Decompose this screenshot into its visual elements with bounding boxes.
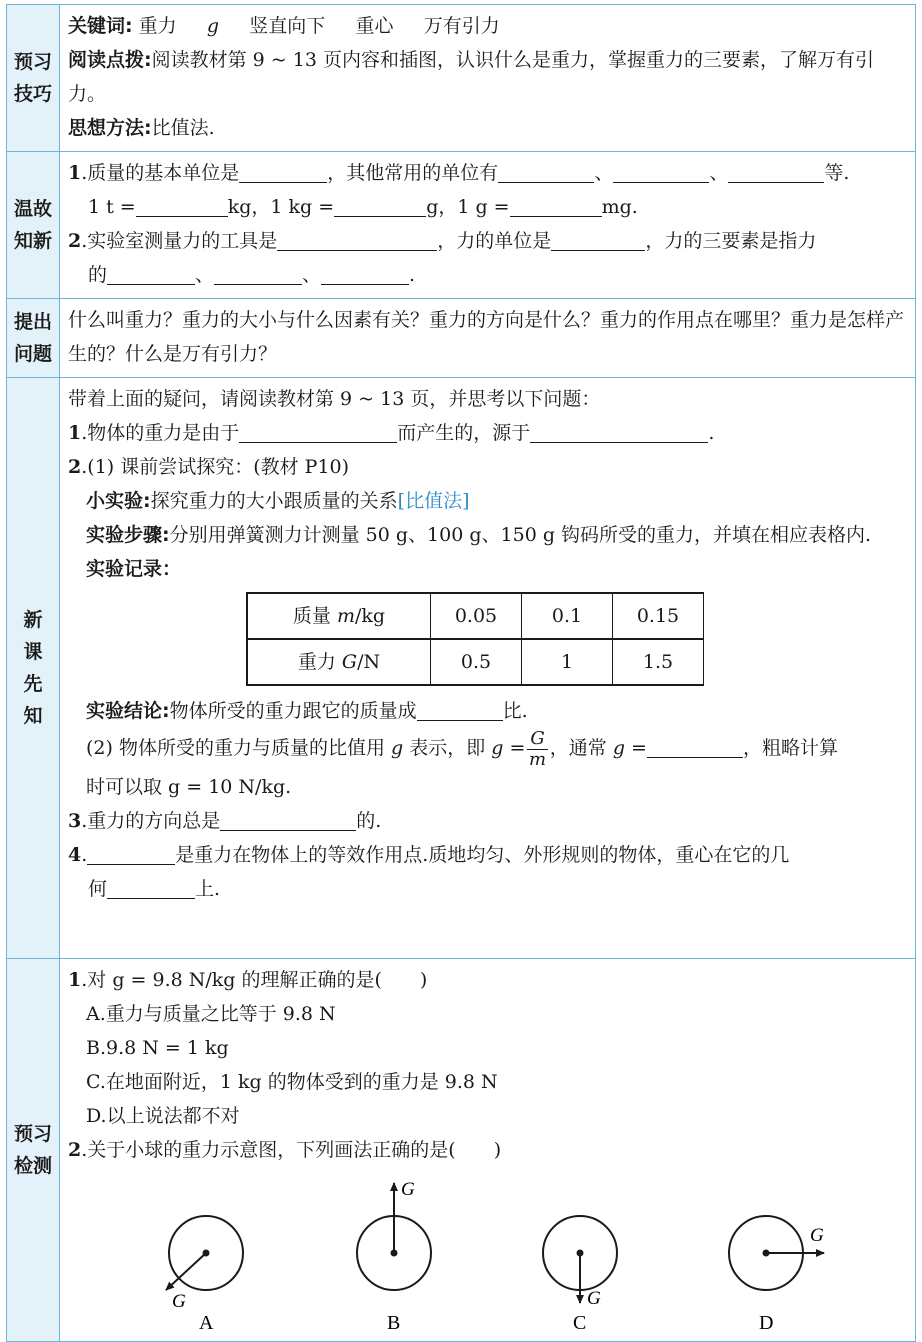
- section-label: [7, 152, 60, 299]
- lesson-q2-head: (1) 课前尝试探究：(教材 P10): [87, 456, 350, 478]
- label-b: B: [387, 1312, 401, 1334]
- side-label-text: 提出问题: [13, 311, 52, 365]
- reading-label: 阅读点拨: [68, 49, 145, 71]
- method-text: 比值法.: [151, 117, 215, 139]
- answer-blank[interactable]: [551, 228, 645, 251]
- ratio-eq: g =: [491, 737, 526, 759]
- ratio-eq: g =: [612, 737, 647, 759]
- option-b[interactable]: B.9.8 N = 1 kg: [86, 1037, 229, 1059]
- side-label-text: 新课先知: [23, 609, 43, 727]
- answer-blank[interactable]: [220, 808, 356, 831]
- steps-label: 实验步骤: [86, 524, 163, 546]
- section-new-lesson: [7, 378, 916, 959]
- conclusion-text: 物体所受的重力跟它的质量成: [169, 700, 417, 722]
- review-q2: 实验室测量力的工具是: [87, 230, 278, 252]
- section-review: [7, 152, 916, 299]
- section-check: [7, 959, 916, 1342]
- review-q1-text: 等.: [824, 162, 850, 184]
- header-unit: /N: [357, 651, 381, 673]
- answer-blank[interactable]: [239, 160, 327, 183]
- lesson-q4-text: 何: [88, 877, 108, 900]
- lesson-q4: 是重力在物体上的等效作用点.质地均匀、外形规则的物体，重心在它的几: [175, 843, 790, 866]
- keyword: g: [206, 15, 220, 37]
- answer-blank[interactable]: [647, 735, 743, 758]
- header-text: 质量: [292, 605, 337, 627]
- side-label-text: 预习技巧: [13, 51, 52, 105]
- method-tag: [比值法]: [397, 490, 470, 512]
- label-c: C: [573, 1312, 587, 1334]
- keyword: 重力: [138, 15, 177, 37]
- section-body: [60, 299, 916, 378]
- option-a[interactable]: A.重力与质量之比等于 9.8 N: [86, 1003, 336, 1025]
- table-cell: 0.15: [613, 593, 704, 639]
- unit-conversion: 1 t =: [88, 196, 136, 218]
- table-cell: 1: [522, 639, 613, 685]
- ratio-text: ，粗略计算: [742, 737, 838, 759]
- header-text: 重力: [297, 651, 342, 673]
- label-a: A: [199, 1312, 214, 1334]
- section-preview-tips: [7, 5, 916, 152]
- section-question: [7, 299, 916, 378]
- review-q1-text: ，其他常用的单位有: [327, 162, 499, 184]
- section-body: 带着上面的疑问，请阅读教材第 9 ~ 13 页，并思考以下问题： 1.物体的重力是由于 而产生的，源于 . 2.(1) 课前尝试探究：(教材 P10) 小实验:探究重力的大小跟质量的关系[比值法] 实验步骤:分别用弹簧测力计测量 50 g、100 g、150 g 钩码所受的重力，并填在相应表格内. 实验记录： 质量 m/kg 0.05 0.1 0.15 重力 G/N 0.5 1 1.5 实验结论:物体所受的重力跟它的质量成 比. (2) 物体所受的重力与质量的比值用 g 表示，即 g = $\frac{G}{m}$ ，通常 g = ，粗略计算 时可以取 g = 10 N/kg. 3.重力的方向总是 的. 4. 是重力在物体上的等效作用点.质地均匀、外形规则的物体，重心在它的几 何 上.: [60, 378, 916, 959]
- section-body: 1.对 g = 9.8 N/kg 的理解正确的是( ) A.重力与质量之比等于 9.8 N B.9.8 N = 1 kg C.在地面附近，1 kg 的物体受到的重力是 9.8 N D.以上说法都不对 2.关于小球的重力示意图，下列画法正确的是( ) G A G B G C G D: [60, 959, 916, 1342]
- check-q2: 关于小球的重力示意图，下列画法正确的是( ): [87, 1139, 502, 1161]
- record-table: [246, 592, 704, 686]
- preview-table: [6, 4, 916, 1342]
- answer-blank[interactable]: [87, 842, 175, 865]
- method-tag-text: 比值法: [405, 490, 463, 512]
- method-label: 思想方法: [68, 117, 145, 139]
- answer-blank[interactable]: [136, 194, 228, 217]
- table-header-mass: [247, 593, 431, 639]
- section-label: [7, 959, 60, 1342]
- force-label-a: G: [172, 1291, 186, 1312]
- experiment-label: 小实验: [86, 490, 144, 512]
- side-label-text: 预习检测: [13, 1123, 52, 1177]
- unit-conversion: g，1 g =: [426, 196, 510, 218]
- header-unit: /kg: [355, 605, 386, 627]
- answer-blank[interactable]: [214, 262, 302, 285]
- lesson-q3-text: 的.: [356, 809, 382, 832]
- diagram-d[interactable]: [729, 1216, 824, 1334]
- label-d: D: [759, 1312, 774, 1334]
- section-label: [7, 299, 60, 378]
- diagram-b[interactable]: [357, 1179, 431, 1334]
- keyword: 万有引力: [423, 15, 500, 37]
- answer-blank[interactable]: [107, 876, 195, 899]
- table-cell: 1.5: [613, 639, 704, 685]
- experiment-text: 探究重力的大小跟质量的关系: [150, 490, 398, 512]
- unit-conversion: mg.: [601, 196, 638, 218]
- reading-text: 阅读教材第 9 ~ 13 页内容和插图，认识什么是重力，掌握重力的三要素，了解万有引力。: [68, 49, 874, 105]
- force-label-d: G: [810, 1225, 824, 1246]
- review-q2-text: ，力的单位是: [437, 230, 552, 252]
- header-var: m: [336, 605, 355, 627]
- answer-blank[interactable]: [728, 160, 824, 183]
- answer-blank[interactable]: [530, 420, 708, 443]
- diagram-c[interactable]: [543, 1216, 617, 1334]
- unit-conversion: kg，1 kg =: [227, 196, 335, 218]
- answer-blank[interactable]: [334, 194, 426, 217]
- ratio-fraction: [527, 729, 547, 770]
- section-body: 1.质量的基本单位是 ，其他常用的单位有 、 、 等. 1 t = kg，1 kg = g，1 g = mg. 2.实验室测量力的工具是 ，力的单位是 ，力的三要素是指力 的 、 、 .: [60, 152, 916, 299]
- table-row: [247, 639, 704, 685]
- option-d[interactable]: D.以上说法都不对: [86, 1105, 240, 1127]
- steps-text: 分别用弹簧测力计测量 50 g、100 g、150 g 钩码所受的重力，并填在相应表格内.: [169, 524, 872, 546]
- keyword: 重心: [355, 15, 394, 37]
- ratio-approx: 时可以取 g = 10 N/kg.: [86, 775, 292, 798]
- option-c[interactable]: C.在地面附近，1 kg 的物体受到的重力是 9.8 N: [86, 1071, 498, 1093]
- answer-blank[interactable]: [613, 160, 709, 183]
- question-text: 什么叫重力？重力的大小与什么因素有关？重力的方向是什么？重力的作用点在哪里？重力是怎样产生的？什么是万有引力？: [68, 309, 905, 365]
- ratio-text: ，通常: [549, 737, 613, 759]
- table-cell: 0.1: [522, 593, 613, 639]
- diagram-a[interactable]: [166, 1216, 243, 1334]
- force-label-c: G: [587, 1288, 601, 1309]
- answer-blank[interactable]: [498, 160, 594, 183]
- header-var: G: [341, 651, 358, 673]
- answer-blank[interactable]: [277, 228, 437, 251]
- answer-blank[interactable]: [107, 262, 195, 285]
- review-q2-text: 的: [88, 264, 108, 286]
- answer-blank[interactable]: [417, 698, 503, 721]
- table-cell: 0.5: [431, 639, 522, 685]
- intro-text: 带着上面的疑问，请阅读教材第 9 ~ 13 页，并思考以下问题：: [68, 388, 601, 410]
- section-label: [7, 5, 60, 152]
- side-label-text: 温故知新: [13, 198, 52, 252]
- keywords-label: 关键词: [68, 15, 126, 37]
- ratio-text: (2) 物体所受的重力与质量的比值用: [86, 737, 391, 759]
- diagrams-svg: [68, 1167, 908, 1335]
- keyword: 竖直向下: [249, 15, 326, 37]
- force-label-b: G: [401, 1179, 415, 1200]
- answer-blank[interactable]: [510, 194, 602, 217]
- answer-blank[interactable]: [239, 420, 397, 443]
- lesson-q4-text: 上.: [195, 877, 221, 900]
- fraction-denominator: m: [529, 748, 547, 770]
- ratio-var: g: [391, 737, 404, 759]
- gravity-diagrams: [68, 1167, 907, 1335]
- conclusion-text: 比.: [502, 700, 528, 722]
- conclusion-label: 实验结论: [86, 700, 163, 722]
- section-label: [7, 378, 60, 959]
- table-row: [247, 593, 704, 639]
- ratio-text: 表示，即: [403, 737, 492, 759]
- review-q2-text: ，力的三要素是指力: [645, 230, 817, 252]
- answer-blank[interactable]: [321, 262, 409, 285]
- fraction-numerator: G: [527, 729, 547, 750]
- section-body: 关键词: 重力 g 竖直向下 重心 万有引力 阅读点拨:阅读教材第 9 ~ 13 页内容和插图，认识什么是重力，掌握重力的三要素，了解万有引力。 思想方法:比值法.: [60, 5, 916, 152]
- table-cell: 0.05: [431, 593, 522, 639]
- review-q1: 质量的基本单位是: [87, 162, 240, 184]
- lesson-q3: 重力的方向总是: [87, 809, 221, 832]
- lesson-q1: 物体的重力是由于: [87, 422, 240, 444]
- record-label: 实验记录：: [86, 558, 182, 580]
- check-q1: 对 g = 9.8 N/kg 的理解正确的是( ): [87, 969, 428, 991]
- lesson-q1-text: 而产生的，源于: [397, 422, 531, 444]
- table-header-weight: [247, 639, 431, 685]
